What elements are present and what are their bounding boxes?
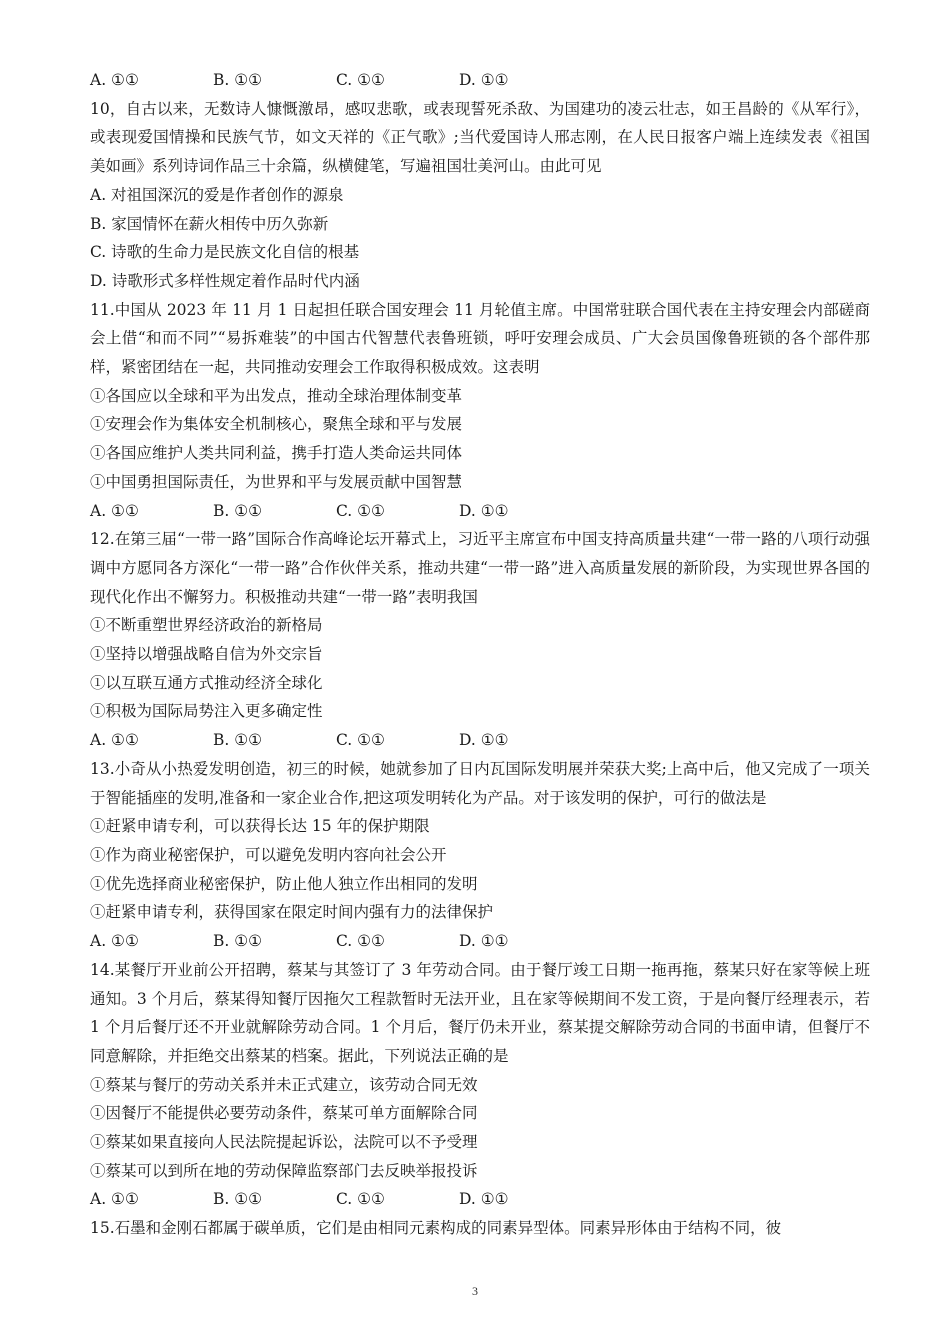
option-d: D. ①①: [459, 1190, 509, 1209]
statement-item: ①中国勇担国际责任，为世界和平与发展贡献中国智慧: [90, 472, 463, 491]
option-c: C. 诗歌的生命力是民族文化自信的根基: [90, 243, 360, 262]
statement-item: ①蔡某可以到所在地的劳动保障监察部门去反映举报投诉: [90, 1161, 478, 1180]
statement-item: ①各国应维护人类共同利益，携手打造人类命运共同体: [90, 444, 463, 463]
statement-item: ①以互联互通方式推动经济全球化: [90, 673, 323, 692]
statement-item: ①各国应以全球和平为出发点，推动全球治理体制变革: [90, 386, 463, 405]
option-d: D. ①①: [459, 71, 509, 89]
statement-item: ①作为商业秘密保护，可以避免发明内容向社会公开: [90, 845, 447, 864]
option-a: A. 对祖国深沉的爱是作者创作的源泉: [90, 185, 344, 204]
page-number: 3: [472, 1284, 478, 1298]
option-a: A. ①①: [90, 932, 139, 951]
question-13: [90, 755, 870, 956]
option-b: B. ①①: [213, 1190, 263, 1209]
statement-item: ①安理会作为集体安全机制核心，聚焦全球和平与发展: [90, 415, 463, 434]
option-c: C. ①①: [336, 932, 385, 951]
statement-item: ①赶紧申请专利，获得国家在限定时间内强有力的法律保护: [90, 903, 494, 922]
option-b: B. ①①: [213, 731, 263, 750]
question-15: [90, 1214, 870, 1243]
option-a: A. ①①: [90, 731, 139, 750]
statement-item: ①蔡某与餐厅的劳动关系并未正式建立，该劳动合同无效: [90, 1075, 478, 1094]
answer-options: [90, 927, 870, 956]
statement-item: ①蔡某如果直接向人民法院提起诉讼，法院可以不予受理: [90, 1133, 478, 1152]
option-c: C. ①①: [336, 731, 385, 750]
question-stem: 13.小奇从小热爱发明创造，初三的时候，她就参加了日内瓦国际发明展并荣获大奖;上高中后，他又完成了一项关于智能插座的发明,准备和一家企业合作,把这项发明转化为产品。对于该发明的保护，可行的做法是: [90, 759, 870, 807]
option-b: B. ①①: [213, 71, 263, 89]
option-d: D. 诗歌形式多样性规定着作品时代内涵: [90, 271, 360, 290]
question-14: [90, 956, 870, 1214]
question-10: [90, 95, 870, 296]
question-12: [90, 525, 870, 755]
question-stem: 14.某餐厅开业前公开招聘，蔡某与其签订了 3 年劳动合同。由于餐厅竣工日期一拖再拖，蔡某只好在家等候上班通知。3 个月后，蔡某得知餐厅因拖欠工程款暂时无法开业，且在家等候期间不发工资，于是向餐厅经理表示，若 1 个月后餐厅还不开业就解除劳动合同。1 个月后，餐厅仍未开业，蔡某提交解除劳动合同的书面申请，但餐厅不同意解除，并拒绝交出蔡某的档案。据此，下列说法正确的是: [90, 960, 870, 1065]
answer-options-top: [90, 66, 870, 95]
option-b: B. 家国情怀在薪火相传中历久弥新: [90, 214, 329, 233]
option-d: D. ①①: [459, 932, 509, 951]
question-11: [90, 296, 870, 526]
statement-item: ①优先选择商业秘密保护，防止他人独立作出相同的发明: [90, 874, 478, 893]
statement-item: ①因餐厅不能提供必要劳动条件，蔡某可单方面解除合同: [90, 1104, 478, 1123]
answer-options: [90, 726, 870, 755]
exam-page: [90, 66, 870, 1243]
option-b: B. ①①: [213, 932, 263, 951]
question-stem: 15.石墨和金刚石都属于碳单质，它们是由相同元素构成的同素异型体。同素异形体由于结构不同，彼: [90, 1219, 782, 1238]
option-d: D. ①①: [459, 731, 509, 750]
statement-item: ①坚持以增强战略自信为外交宗旨: [90, 645, 323, 664]
option-c: C. ①①: [336, 71, 385, 89]
option-a: A. ①①: [90, 1190, 139, 1209]
statement-item: ①不断重塑世界经济政治的新格局: [90, 616, 323, 635]
question-stem: 12.在第三届“一带一路”国际合作高峰论坛开幕式上，习近平主席宣布中国支持高质量共建“一带一路的八项行动强调中方愿同各方深化“一带一路”合作伙伴关系，推动共建“一带一路”进入高质量发展的新阶段，为实现世界各国的现代化作出不懈努力。积极推动共建“一带一路”表明我国: [90, 530, 870, 606]
option-c: C. ①①: [336, 501, 385, 520]
option-c: C. ①①: [336, 1190, 385, 1209]
option-a: A. ①①: [90, 71, 139, 89]
option-a: A. ①①: [90, 501, 139, 520]
statement-item: ①积极为国际局势注入更多确定性: [90, 702, 323, 721]
option-b: B. ①①: [213, 501, 263, 520]
statement-item: ①赶紧申请专利，可以获得长达 15 年的保护期限: [90, 817, 430, 836]
answer-options: [90, 1185, 870, 1214]
question-stem: 11.中国从 2023 年 11 月 1 日起担任联合国安理会 11 月轮值主席。中国常驻联合国代表在主持安理会内部磋商会上借“和而不同”“易拆难装”的中国古代智慧代表鲁班锁，呼吁安理会成员、广大会员国像鲁班锁的各个部件那样，紧密团结在一起，共同推动安理会工作取得积极成效。这表明: [90, 300, 870, 377]
option-d: D. ①①: [459, 501, 509, 520]
question-stem: 10，自古以来，无数诗人慷慨激昂，感叹悲歌，或表现誓死杀敌、为国建功的凌云壮志，如王昌龄的《从军行》，或表现爱国情操和民族气节，如文天祥的《正气歌》;当代爱国诗人邢志刚，在人民日报客户端上连续发表《祖国美如画》系列诗词作品三十余篇，纵横健笔，写遍祖国壮美河山。由此可见: [90, 99, 870, 176]
answer-options: [90, 497, 870, 526]
